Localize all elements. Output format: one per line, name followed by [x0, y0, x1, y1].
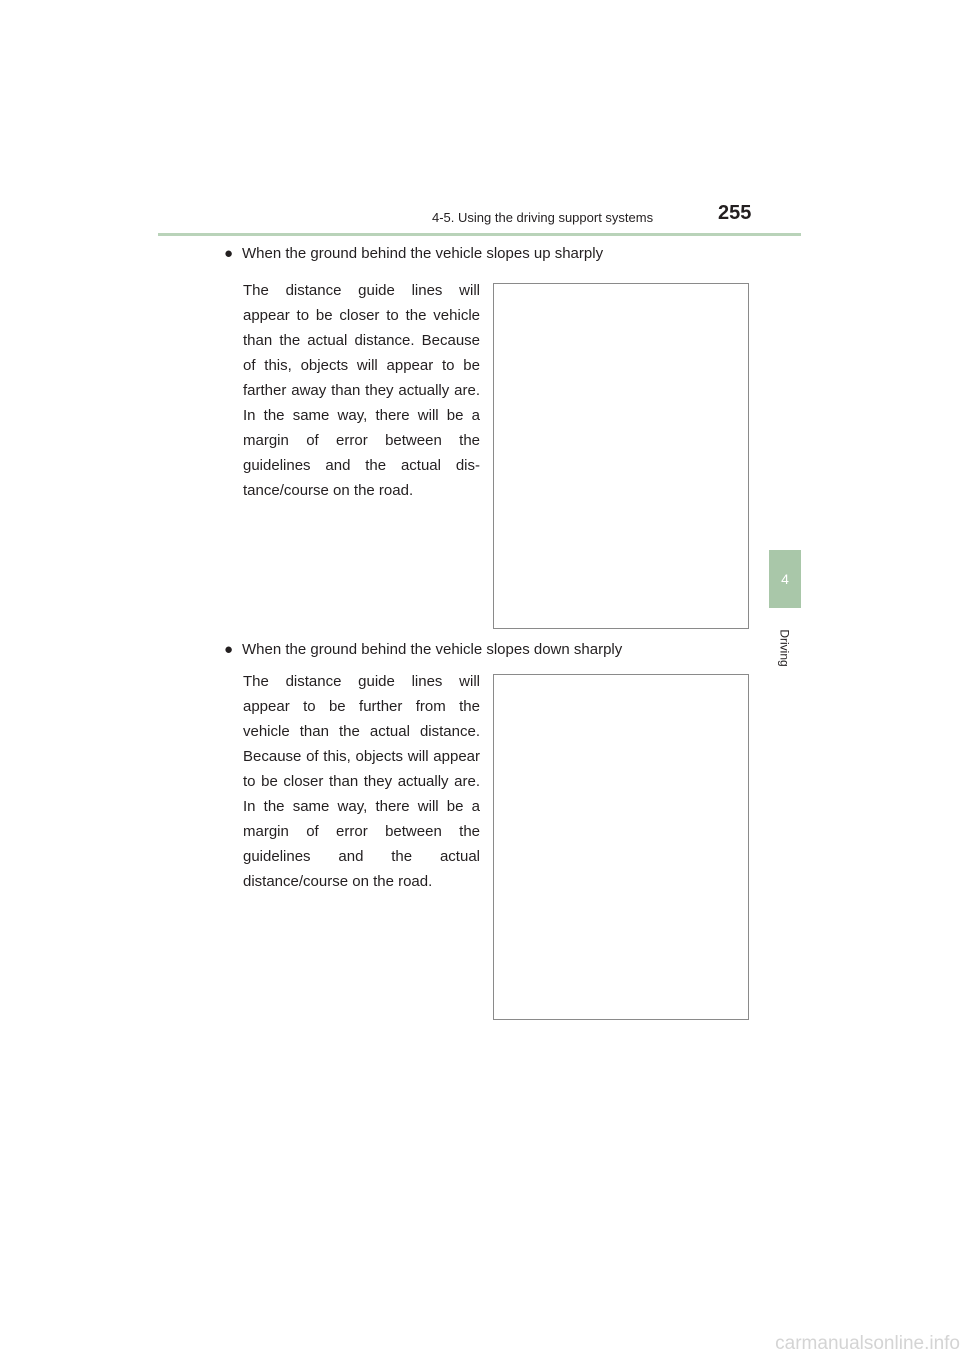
heading-text: When the ground behind the vehicle slopes up sharply — [242, 245, 604, 262]
bullet-icon: ● — [224, 641, 234, 658]
chapter-number: 4 — [781, 571, 789, 587]
figure-slope-up — [493, 283, 749, 629]
section-body-slope-up: The distance guide lines will appear to be closer to the vehicle than the actual distance. Because of this, objects will appear to be farther away than they actually are. In the same way, there will be a margin of error between the guidelines and the actual distance/course on the road. — [243, 282, 480, 499]
section-title: 4-5. Using the driving support systems — [432, 210, 654, 225]
figure-slope-down — [493, 674, 749, 1020]
section-body-slope-down: The distance guide lines will appear to be further from the vehicle than the actual distance. Because of this, objects will appear to be closer than they actually are. In the same way, there will be a margin of error between the guidelines and the actual distance/course on the road. — [243, 673, 480, 890]
section-heading-slope-down — [224, 640, 764, 660]
header-divider — [158, 233, 801, 236]
bullet-icon: ● — [224, 245, 234, 262]
heading-text: When the ground behind the vehicle slopes down sharply — [242, 641, 623, 658]
section-heading-slope-up — [224, 244, 764, 264]
page-number: 255 — [718, 202, 752, 224]
watermark-text: carmanualsonline.info — [775, 1333, 960, 1354]
chapter-label: Driving — [778, 629, 792, 667]
chapter-tab — [769, 550, 801, 608]
chapter-label-container — [763, 618, 807, 678]
